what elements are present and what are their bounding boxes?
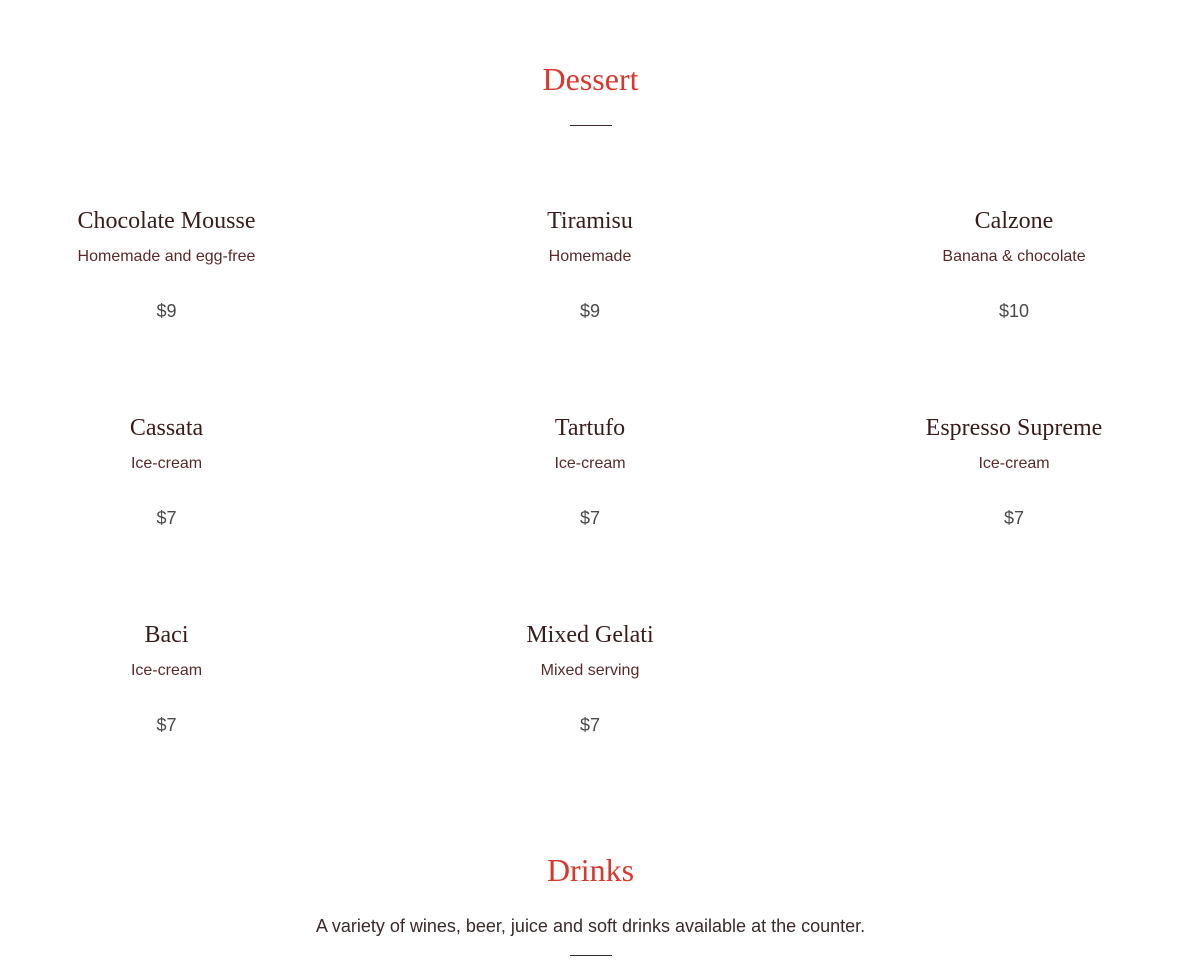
item-price: $10	[998, 301, 1030, 321]
item-description: Ice-cream	[130, 455, 203, 472]
dessert-section-title: Dessert	[542, 61, 639, 97]
item-price: $9	[156, 301, 177, 321]
item-description: Mixed serving	[540, 662, 640, 679]
menu-item	[0, 609, 333, 816]
drinks-section-title: Drinks	[546, 852, 635, 888]
item-price: $7	[156, 508, 177, 528]
item-name: Cassata	[129, 415, 204, 441]
item-price: $7	[579, 508, 601, 528]
menu-item	[0, 195, 333, 402]
menu-item	[0, 402, 333, 609]
menu-item	[333, 402, 847, 609]
item-name: Chocolate Mousse	[77, 208, 256, 234]
item-description: Ice-cream	[978, 455, 1050, 472]
item-description: Homemade and egg-free	[77, 248, 256, 265]
item-price: $9	[579, 301, 601, 321]
menu-item	[847, 402, 1181, 609]
item-description: Banana & chocolate	[942, 248, 1086, 265]
item-price: $7	[579, 715, 601, 735]
menu-item	[847, 195, 1181, 402]
drinks-divider	[570, 955, 612, 956]
item-price: $7	[1003, 508, 1025, 528]
item-price: $7	[156, 715, 177, 735]
menu-item	[333, 609, 847, 816]
item-name: Mixed Gelati	[526, 622, 654, 648]
item-description: Ice-cream	[554, 455, 626, 472]
menu-item	[333, 195, 847, 402]
item-name: Baci	[144, 622, 189, 648]
item-name: Espresso Supreme	[925, 415, 1103, 441]
item-name: Tartufo	[554, 415, 626, 441]
dessert-menu-grid	[0, 195, 1181, 816]
item-name: Tiramisu	[547, 208, 633, 234]
item-name: Calzone	[974, 208, 1054, 234]
drinks-description: A variety of wines, beer, juice and soft drinks available at the counter.	[315, 916, 866, 936]
item-description: Homemade	[548, 248, 632, 265]
item-description: Ice-cream	[130, 662, 203, 679]
dessert-title-divider	[570, 125, 612, 126]
